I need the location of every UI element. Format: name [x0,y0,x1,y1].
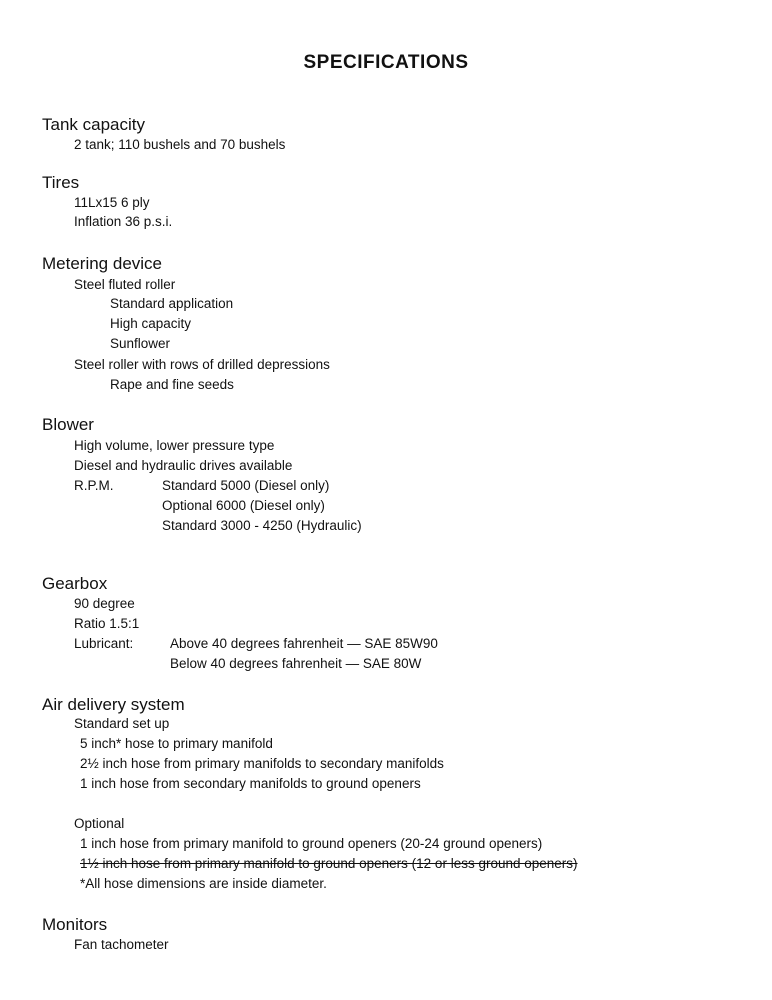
section-heading: Metering device [42,254,163,273]
spec-subline: High capacity [110,316,192,331]
spec-subline: 1 inch hose from primary manifold to ground openers (20-24 ground openers) [80,836,543,851]
spec-line: 2 tank; 110 bushels and 70 bushels [74,137,286,152]
spec-line: Steel roller with rows of drilled depressions [74,357,330,372]
rpm-value: Optional 6000 (Diesel only) [162,498,325,513]
spec-subline-struck: 1½ inch hose from primary manifold to ground openers (12 or less ground openers) [80,856,578,871]
spec-line: Steel fluted roller [74,277,176,292]
spec-line: Ratio 1.5:1 [74,616,140,631]
spec-line: 90 degree [74,596,135,611]
spec-subline: Standard application [110,296,234,311]
section-heading: Blower [42,415,94,434]
rpm-value: Standard 5000 (Diesel only) [162,478,330,493]
page-title: SPECIFICATIONS [303,52,469,73]
spec-subline: 2½ inch hose from primary manifolds to secondary manifolds [80,756,444,771]
lubricant-value: Above 40 degrees fahrenheit — SAE 85W90 [170,636,438,651]
spec-subline: 1 inch hose from secondary manifolds to ground openers [80,776,421,791]
spec-line: Inflation 36 p.s.i. [74,214,173,229]
section-heading: Gearbox [42,574,108,593]
lubricant-value: Below 40 degrees fahrenheit — SAE 80W [170,656,422,671]
spec-line: 11Lx15 6 ply [74,195,150,210]
section-heading: Monitors [42,915,108,934]
section-heading: Tires [42,173,80,192]
spec-subline: Sunflower [110,336,171,351]
lubricant-label: Lubricant: [74,636,134,651]
spec-subline: Rape and fine seeds [110,377,234,392]
section-heading: Tank capacity [42,115,145,134]
rpm-label: R.P.M. [74,478,114,493]
spec-line: Diesel and hydraulic drives available [74,458,293,473]
spec-line: Optional [74,816,125,831]
spec-line: Standard set up [74,716,170,731]
spec-line: High volume, lower pressure type [74,438,275,453]
spec-subline: 5 inch* hose to primary manifold [80,736,273,751]
section-heading: Air delivery system [42,695,185,714]
spec-line: Fan tachometer [74,937,169,952]
rpm-value: Standard 3000 - 4250 (Hydraulic) [162,518,362,533]
footnote: *All hose dimensions are inside diameter. [80,876,327,891]
